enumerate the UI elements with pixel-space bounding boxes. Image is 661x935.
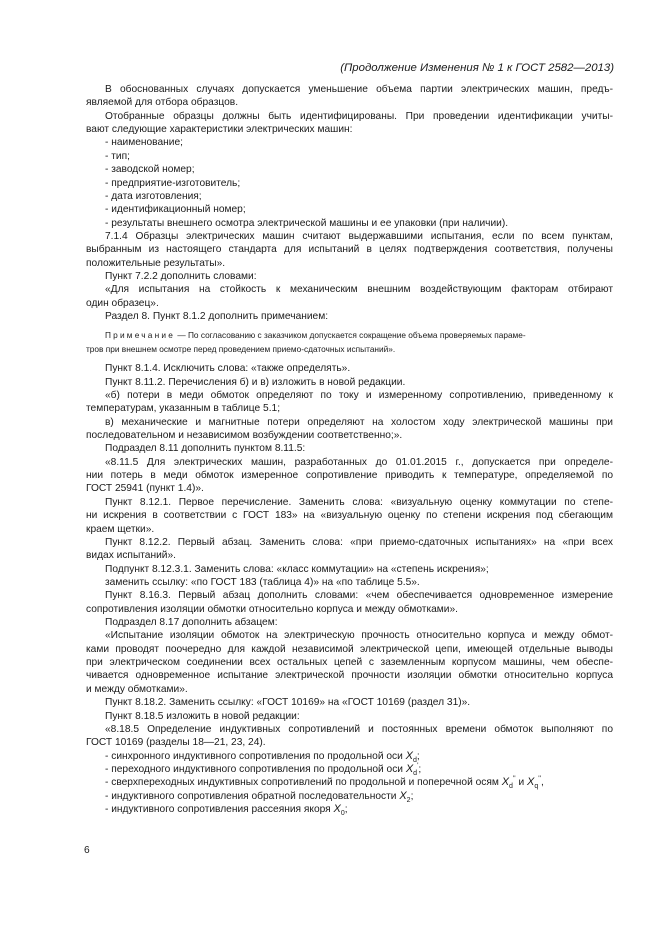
text-line: положительные результаты». bbox=[86, 257, 226, 269]
comma: , bbox=[540, 777, 544, 789]
text-line: в) механические и магнитные потери определяют на холостом ходу электрической машины при bbox=[105, 416, 613, 428]
text-line: Пункт 8.16.3. Первый абзац дополнить словами: «чем обеспечивается одновременное измерение bbox=[105, 590, 613, 602]
text-line: Подраздел 8.17 дополнить абзацем: bbox=[105, 617, 278, 629]
text-line: ками проводят поочередно для каждой независимой электрической цепи, имеющей отдельные выводы bbox=[86, 643, 613, 655]
formula-text: - сверхпереходных индуктивных сопротивлений по продольной и поперечной осям bbox=[105, 777, 502, 789]
list-item: - тип; bbox=[105, 150, 130, 162]
text-line: заменить ссылку: «по ГОСТ 183 (таблица 4)» на «по таблице 5.5». bbox=[105, 576, 420, 588]
subscript-d: d bbox=[413, 770, 418, 777]
text-line: Подраздел 8.11 дополнить пунктом 8.11.5: bbox=[105, 443, 306, 455]
symbol-x: X bbox=[501, 776, 510, 789]
text-line: являемой для отбора образцов. bbox=[86, 97, 239, 109]
text-line: «Испытание изоляции обмоток на электрическую прочность относительно корпуса и между обмот- bbox=[105, 630, 613, 642]
document-body bbox=[86, 83, 613, 816]
text-line: Пункт 8.18.5 изложить в новой редакции: bbox=[105, 710, 300, 722]
text-line: один образец». bbox=[86, 297, 159, 309]
formula-text: - индуктивного сопротивления рассеяния якоря bbox=[105, 804, 334, 816]
text-line: видах испытаний». bbox=[86, 550, 176, 562]
list-item: - заводской номер; bbox=[105, 164, 195, 176]
text-line: Пункт 8.11.2. Перечисления б) и в) изложить в новой редакции. bbox=[105, 376, 406, 388]
text-line: последовательном и независимом возбуждении соответственно;». bbox=[86, 429, 403, 441]
formula-text: - индуктивного сопротивления обратной последовательности bbox=[105, 790, 400, 802]
list-item: - предприятие-изготовитель; bbox=[105, 177, 241, 189]
semicolon: ; bbox=[410, 790, 414, 802]
subscript-d: d bbox=[412, 756, 417, 764]
conjunction: и bbox=[515, 777, 527, 789]
semicolon: ; bbox=[416, 750, 420, 762]
semicolon: ; bbox=[418, 763, 422, 775]
text-line: краем щетки». bbox=[86, 523, 155, 535]
formula-line bbox=[86, 790, 613, 803]
formula-line bbox=[86, 776, 613, 789]
formula-text: - синхронного индуктивного сопротивления по продольной оси bbox=[105, 750, 406, 762]
text-line: Пункт 8.12.2. Первый абзац. Заменить слова: «при приемо-сдаточных испытаниях» на «при всех bbox=[105, 536, 613, 548]
semicolon: ; bbox=[344, 804, 348, 816]
formula-text: - переходного индуктивного сопротивления по продольной оси bbox=[105, 763, 406, 775]
formula-line bbox=[86, 803, 613, 816]
symbol-x: X bbox=[333, 803, 341, 816]
text-line: Пункт 8.1.4. Исключить слова: «также определять». bbox=[105, 363, 351, 375]
double-prime: '' bbox=[538, 775, 541, 783]
double-prime: '' bbox=[512, 775, 516, 783]
list-item: - идентификационный номер; bbox=[105, 204, 246, 216]
text-line: выбранным из настоящего стандарта для испытаний в целях подтверждения соответствия, получены bbox=[86, 244, 613, 256]
subscript-d: d bbox=[509, 783, 513, 791]
text-line: В обоснованных случаях допускается уменьшение объема партии электрических машин, предъ- bbox=[105, 84, 613, 95]
text-line: нии потерь в меди обмоток измеренное сопротивление приводить к температуре, определяемой по bbox=[86, 470, 613, 482]
subscript-0: 0 bbox=[340, 810, 345, 818]
symbol-x: X bbox=[399, 789, 407, 802]
formula-line bbox=[86, 750, 613, 763]
symbol-x: X bbox=[405, 749, 413, 762]
text-line: сопротивления изоляции обмотки относительно корпуса и между обмотками». bbox=[86, 603, 458, 615]
text-line: Подпункт 8.12.3.1. Заменить слова: «класс коммутации» на «степень искрения»; bbox=[105, 563, 489, 575]
list-item: - дата изготовления; bbox=[105, 190, 202, 202]
page-number: 6 bbox=[84, 845, 90, 856]
text-line: «б) потери в меди обмоток определяют по току и измеренному сопротивлению, приведенному к bbox=[105, 389, 613, 401]
note-label: Примечание bbox=[105, 330, 176, 341]
prime: ' bbox=[417, 762, 419, 770]
list-item: - результаты внешнего осмотра электрической машины и ее упаковки (при наличии). bbox=[105, 217, 509, 229]
symbol-x: X bbox=[405, 762, 414, 775]
text-line: ГОСТ 10169 (разделы 18—21, 23, 24). bbox=[86, 737, 266, 749]
text-line: «Для испытания на стойкость к механическим внешним воздействующим факторам отбирают bbox=[105, 284, 613, 296]
text-line: «8.11.5 Для электрических машин, разработанных до 01.01.2015 г., допускается при определе- bbox=[105, 456, 613, 468]
text-line: вают следующие характеристики электрических машин: bbox=[86, 124, 353, 136]
text-line: Пункт 8.12.1. Первое перечисление. Заменить слова: «визуальную оценку коммутации по степе- bbox=[105, 496, 613, 508]
subscript-2: 2 bbox=[406, 796, 411, 804]
text-line: Пункт 8.18.2. Заменить ссылку: «ГОСТ 10169» на «ГОСТ 10169 (раздел 31)». bbox=[105, 697, 471, 709]
text-line: Раздел 8. Пункт 8.1.2 дополнить примечанием: bbox=[105, 311, 329, 323]
text-line: при электрическом соединении всех остальных цепей с заземленным корпусом машины, чем обеспе- bbox=[86, 657, 613, 669]
text-line: и между обмотками». bbox=[86, 683, 188, 695]
text-line: ни искрения в соответствии с ГОСТ 183» на «визуальную оценку по степени искрения под сбегающим bbox=[86, 510, 613, 522]
list-item: - наименование; bbox=[105, 137, 183, 149]
text-line: температурам, указанным в таблице 5.1; bbox=[86, 403, 281, 415]
note-line bbox=[86, 329, 613, 342]
text-line: 7.1.4 Образцы электрических машин считают выдержавшими испытания, если по всем пунктам, bbox=[105, 230, 613, 242]
subscript-q: q bbox=[534, 783, 539, 791]
note-text: — По согласованию с заказчиком допускается сокращение объема проверяемых параме- bbox=[175, 330, 526, 341]
symbol-x: X bbox=[527, 776, 535, 789]
text-line: Пункт 7.2.2 дополнить словами: bbox=[105, 271, 257, 283]
note-line: тров при внешнем осмотре перед проведением приемо-сдаточных испытаний». bbox=[86, 343, 396, 354]
formula-line bbox=[86, 763, 613, 776]
text-line: чивается одновременное испытание электрической прочности изоляции обмотки относительно корпуса bbox=[86, 670, 613, 682]
text-line: Отобранные образцы должны быть идентифицированы. При проведении идентификации учиты- bbox=[105, 110, 613, 122]
running-header: (Продолжение Изменения № 1 к ГОСТ 2582—2013) bbox=[340, 62, 614, 74]
text-line: «8.18.5 Определение индуктивных сопротивлений и постоянных времени обмоток выполняют по bbox=[105, 723, 613, 735]
text-line: ГОСТ 25941 (пункт 1.4)». bbox=[86, 483, 204, 495]
